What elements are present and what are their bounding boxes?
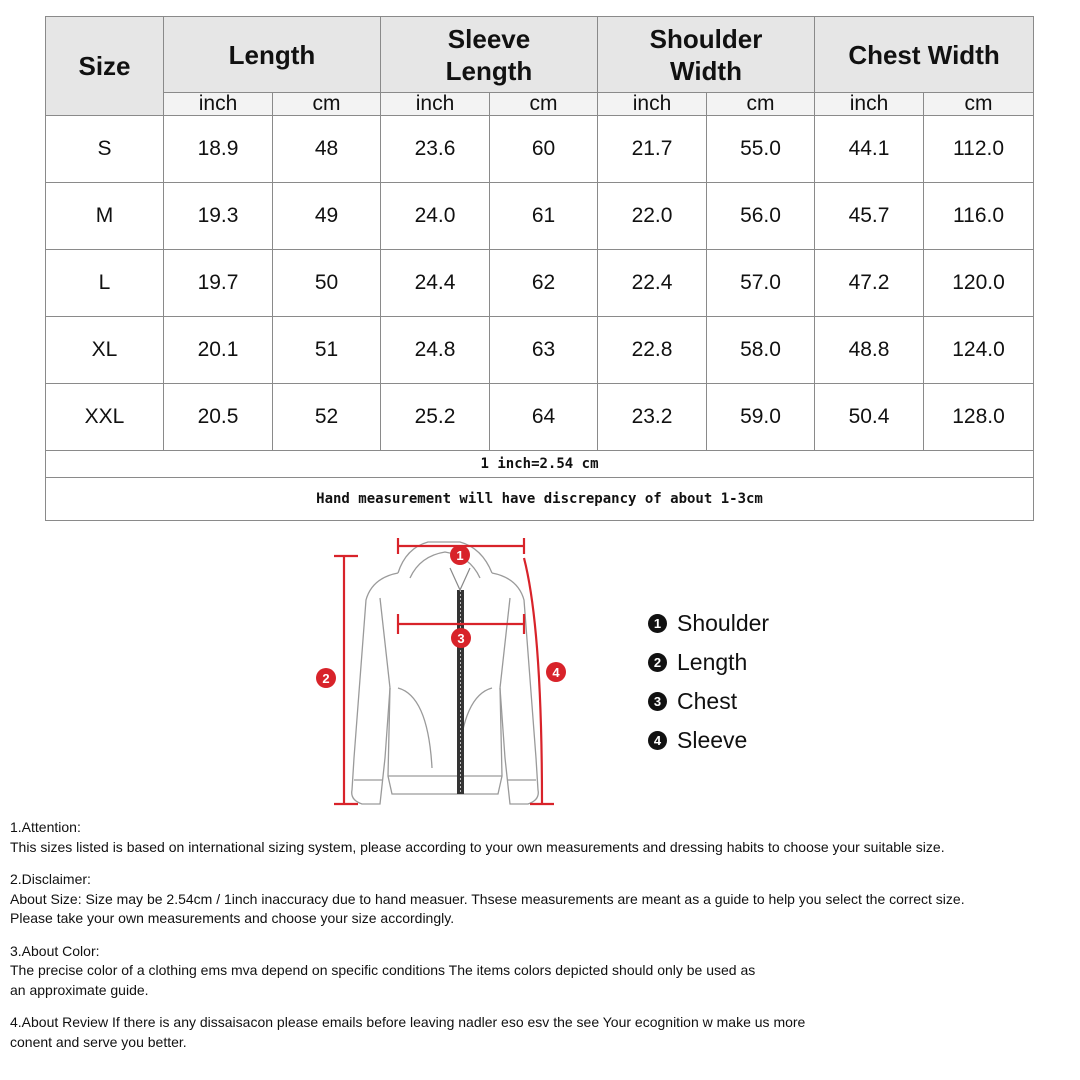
size-cell: XXL <box>46 384 164 451</box>
svg-text:2: 2 <box>322 671 330 686</box>
header-row <box>46 17 1034 93</box>
header-length: Length <box>164 17 381 93</box>
legend-number-1: 1 <box>648 614 667 633</box>
size-cell: XL <box>46 317 164 384</box>
legend-label-length: Length <box>677 649 748 675</box>
measurement-cell: 47.2 <box>815 250 924 317</box>
size-row <box>46 250 1034 317</box>
header-chest-width: Chest Width <box>815 17 1034 93</box>
note-line: About Size: Size may be 2.54cm / 1inch inaccuracy due to hand measuer. Thsese measurements are meant as a guide to help you select the correct size. <box>10 890 965 907</box>
measurement-cell: 45.7 <box>815 183 924 250</box>
measurement-cell: 116.0 <box>924 183 1034 250</box>
note-disclaimer <box>10 870 1078 929</box>
notes-section <box>10 818 1078 1065</box>
size-row <box>46 183 1034 250</box>
conversion-note: 1 inch=2.54 cm <box>46 451 1034 478</box>
measurement-cell: 22.8 <box>598 317 707 384</box>
measurement-cell: 48.8 <box>815 317 924 384</box>
discrepancy-note-row <box>46 478 1034 521</box>
note-line: an approximate guide. <box>10 981 149 998</box>
size-row <box>46 317 1034 384</box>
measurement-cell: 23.2 <box>598 384 707 451</box>
measurement-cell: 48 <box>273 116 381 183</box>
note-about-review <box>10 1013 1078 1052</box>
measurement-cell: 21.7 <box>598 116 707 183</box>
measurement-cell: 56.0 <box>707 183 815 250</box>
note-title: 4.About Review If there is any dissaisacon please emails before leaving nadler eso esv the see Your ecognition w make us more <box>10 1014 806 1030</box>
size-cell: L <box>46 250 164 317</box>
note-about-color <box>10 942 1078 1001</box>
measurement-cell: 128.0 <box>924 384 1034 451</box>
svg-text:1: 1 <box>456 548 464 563</box>
svg-text:4: 4 <box>552 665 560 680</box>
unit-inch: inch <box>598 93 707 116</box>
measurement-cell: 60 <box>490 116 598 183</box>
unit-inch: inch <box>164 93 273 116</box>
header-size: Size <box>46 17 164 116</box>
measurement-cell: 20.5 <box>164 384 273 451</box>
measurement-cell: 19.7 <box>164 250 273 317</box>
measurement-cell: 22.4 <box>598 250 707 317</box>
note-title: 3.About Color: <box>10 942 100 959</box>
legend-item-shoulder <box>648 604 769 643</box>
legend-label-shoulder: Shoulder <box>677 610 770 636</box>
measurement-cell: 64 <box>490 384 598 451</box>
measurement-cell: 49 <box>273 183 381 250</box>
size-row <box>46 384 1034 451</box>
note-attention <box>10 818 1078 857</box>
measure-marker-3 <box>451 628 471 648</box>
measurement-cell: 55.0 <box>707 116 815 183</box>
note-line: Please take your own measurements and choose your size accordingly. <box>10 910 455 926</box>
unit-row <box>46 93 1034 116</box>
note-line: conent and serve you better. <box>10 1033 187 1050</box>
conversion-note-row <box>46 451 1034 478</box>
measure-marker-2 <box>316 668 336 688</box>
measurement-cell: 120.0 <box>924 250 1034 317</box>
note-line: The precise color of a clothing ems mva depend on specific conditions The items colors depicted should only be used as <box>10 962 756 978</box>
zipper <box>450 568 470 794</box>
size-cell: M <box>46 183 164 250</box>
legend-number-3: 3 <box>648 692 667 711</box>
measurement-cell: 62 <box>490 250 598 317</box>
discrepancy-note: Hand measurement will have discrepancy of about 1-3cm <box>46 478 1034 521</box>
measurement-cell: 24.8 <box>381 317 490 384</box>
hoodie-outline <box>352 542 539 804</box>
measure-marker-4 <box>546 662 566 682</box>
legend-item-chest <box>648 682 769 721</box>
measurement-cell: 124.0 <box>924 317 1034 384</box>
measurement-cell: 50 <box>273 250 381 317</box>
unit-inch: inch <box>815 93 924 116</box>
measurement-cell: 22.0 <box>598 183 707 250</box>
measurement-cell: 24.0 <box>381 183 490 250</box>
measurement-cell: 61 <box>490 183 598 250</box>
unit-cm: cm <box>490 93 598 116</box>
header-shoulder-width: Shoulder Width <box>598 17 815 93</box>
legend-number-2: 2 <box>648 653 667 672</box>
hoodie-measurement-diagram <box>310 528 590 813</box>
unit-inch: inch <box>381 93 490 116</box>
unit-cm: cm <box>273 93 381 116</box>
size-chart-table <box>45 16 1034 521</box>
legend-label-sleeve: Sleeve <box>677 727 748 753</box>
note-title: 2.Disclaimer: <box>10 871 91 887</box>
measurement-legend <box>648 604 769 760</box>
measure-lines <box>334 538 554 804</box>
measurement-cell: 51 <box>273 317 381 384</box>
legend-item-length <box>648 643 769 682</box>
measurement-cell: 20.1 <box>164 317 273 384</box>
measurement-cell: 58.0 <box>707 317 815 384</box>
measurement-cell: 112.0 <box>924 116 1034 183</box>
note-title: 1.Attention: <box>10 819 81 835</box>
measurement-cell: 59.0 <box>707 384 815 451</box>
legend-label-chest: Chest <box>677 688 738 714</box>
header-sleeve-length: Sleeve Length <box>381 17 598 93</box>
measurement-cell: 57.0 <box>707 250 815 317</box>
note-line: This sizes listed is based on international sizing system, please according to your own measurements and dressing habits to choose your suitable size. <box>10 838 945 855</box>
measurement-cell: 63 <box>490 317 598 384</box>
measurement-cell: 52 <box>273 384 381 451</box>
measure-marker-1 <box>450 545 470 565</box>
legend-number-4: 4 <box>648 731 667 750</box>
svg-text:3: 3 <box>457 631 465 646</box>
measurement-cell: 25.2 <box>381 384 490 451</box>
legend-item-sleeve <box>648 721 769 760</box>
size-cell: S <box>46 116 164 183</box>
measurement-cell: 18.9 <box>164 116 273 183</box>
unit-cm: cm <box>707 93 815 116</box>
size-row <box>46 116 1034 183</box>
measurement-cell: 24.4 <box>381 250 490 317</box>
unit-cm: cm <box>924 93 1034 116</box>
measurement-cell: 44.1 <box>815 116 924 183</box>
measurement-cell: 19.3 <box>164 183 273 250</box>
measurement-cell: 50.4 <box>815 384 924 451</box>
measurement-cell: 23.6 <box>381 116 490 183</box>
